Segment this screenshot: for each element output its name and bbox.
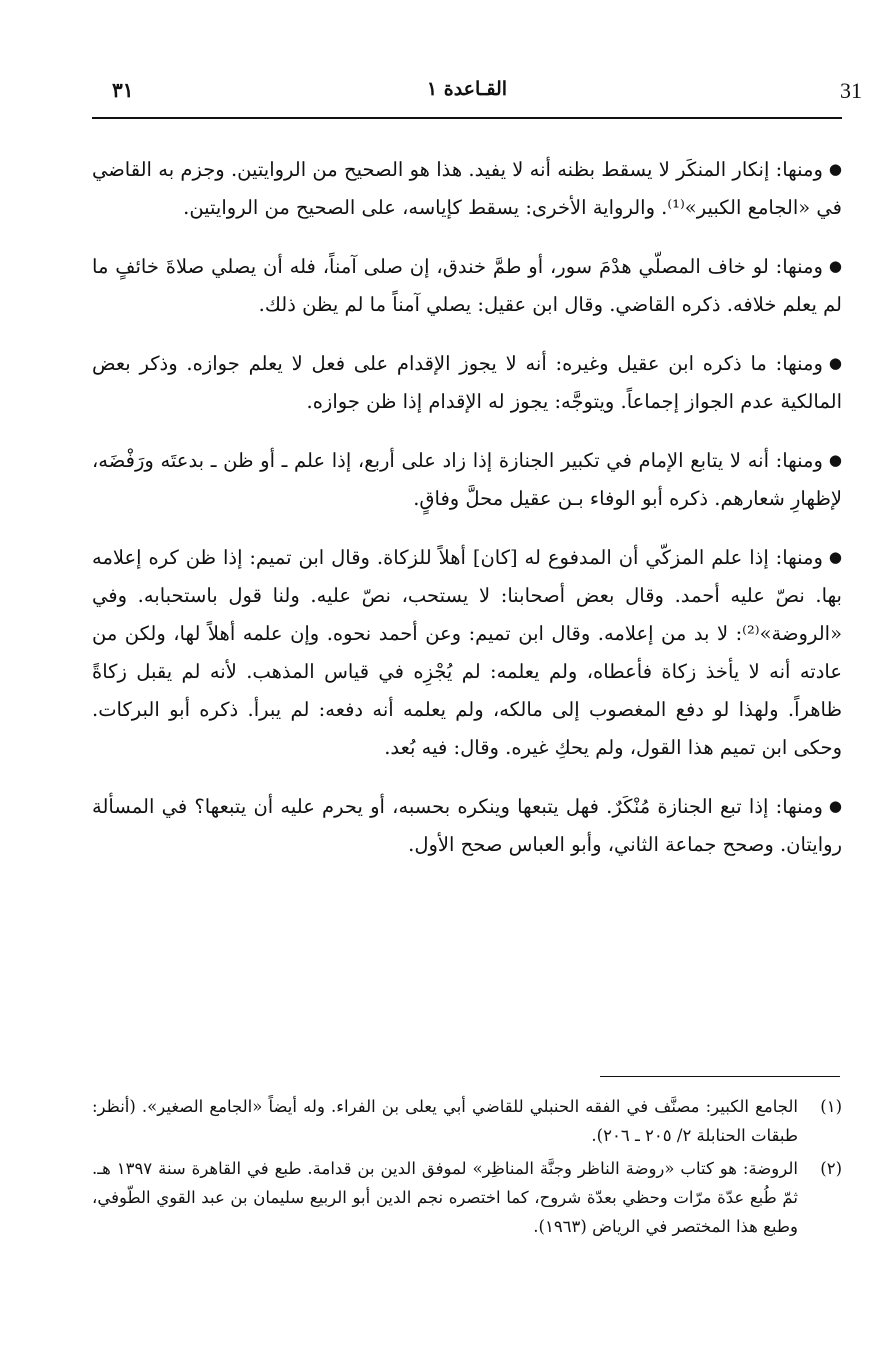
- footnote-number: (٢): [820, 1159, 842, 1178]
- footnotes: [92, 1092, 842, 1245]
- bullet-icon: ●: [828, 354, 842, 372]
- footnote: [92, 1092, 842, 1150]
- bullet-icon: ●: [828, 257, 842, 275]
- paragraph-text: ومنها: إنكار المنكَر لا يسقط بظنه أنه لا يفيد. هذا هو الصحيح من الروايتين. وجزم به القاضي في «الجامع الكبير»⁽¹⁾. والرواية الأخرى: يسقط كإياسه، على الصحيح من الروايتين.: [92, 158, 842, 219]
- bullet-icon: ●: [828, 451, 842, 469]
- footnote-rule: [600, 1076, 840, 1077]
- bullet-icon: ●: [828, 548, 842, 566]
- footnote-number: (١): [820, 1097, 842, 1116]
- paragraph-text: ومنها: إذا تبع الجنازة مُنْكَرٌ. فهل يتبعها وينكره بحسبه، أو يحرم عليه أن يتبعها؟ في المسألة روايتان. وصحح جماعة الثاني، وأبو العباس صحح الأول.: [92, 795, 842, 856]
- chapter-title: القـاعدة ١: [426, 78, 508, 100]
- paragraph: [92, 441, 842, 518]
- paragraph: [92, 787, 842, 864]
- footnote-text: الروضة: هو كتاب «روضة الناظر وجنَّة المناظِر» لموفق الدين بن قدامة. طبع في القاهرة سنة ١٣٩٧ هـ. ثمّ طُبع عدّة مرّات وحظي بعدّة شروح، كما اختصره نجم الدين أبو الربيع سليمان بن عبد القوي الطّوفي، وطبع هذا المختصر في الرياض (١٩٦٣).: [92, 1159, 798, 1236]
- page-number-arabic: ٣١: [112, 78, 134, 102]
- footnote: [92, 1154, 842, 1241]
- paragraph-text: ومنها: أنه لا يتابع الإمام في تكبير الجنازة إذا زاد على أربع، إذا علم ـ أو ظن ـ بدعتَه ورَفْضَه، لإظهارِ شعارهم. ذكره أبو الوفاء بـن عقيل محلَّ وفاقٍ.: [92, 449, 842, 510]
- page-header: [92, 78, 862, 112]
- paragraph: [92, 247, 842, 324]
- main-text: [92, 150, 842, 884]
- paragraph-text: ومنها: لو خاف المصلّي هدْمَ سور، أو طمَّ خندق، إن صلى آمناً، فله أن يصلي صلاةَ خائفٍ ما لم يعلم خلافه. ذكره القاضي. وقال ابن عقيل: يصلي آمناً ما لم يظن ذلك.: [92, 255, 842, 316]
- paragraph-text: ومنها: ما ذكره ابن عقيل وغيره: أنه لا يجوز الإقدام على فعل لا يعلم جوازه. وذكر بعض المالكية عدم الجواز إجماعاً. ويتوجَّه: يجوز له الإقدام إذا ظن جوازه.: [92, 352, 842, 413]
- paragraph: [92, 150, 842, 227]
- footnote-text: الجامع الكبير: مصنَّف في الفقه الحنبلي للقاضي أبي يعلى بن الفراء. وله أيضاً «الجامع الصغير». (أنظر: طبقات الحنابلة ٢/ ٢٠٥ ـ ٢٠٦).: [92, 1097, 798, 1145]
- bullet-icon: ●: [828, 160, 842, 178]
- header-rule: [92, 117, 842, 119]
- page-number-latin: 31: [840, 78, 862, 103]
- bullet-icon: ●: [828, 797, 842, 815]
- paragraph: [92, 344, 842, 421]
- paragraph: [92, 538, 842, 767]
- paragraph-text: ومنها: إذا علم المزكّي أن المدفوع له [كان] أهلاً للزكاة. وقال ابن تميم: إذا ظن كره إعلامه بها. نصّ عليه أحمد. وقال بعض أصحابنا: لا يستحب، نصّ عليه. ولنا قول باستحبابه. وفي «الروضة»⁽²⁾: لا بد من إعلامه. وقال ابن تميم: وعن أحمد نحوه. وإن علمه أهلاً لها، ولكن من عادته أنه لا يأخذ زكاة فأعطاه، ولم يعلمه: لم يُجْزِه في قياس المذهب. لأنه لم يقبل زكاةً ظاهراً. ولهذا لو دفع المغصوب إلى مالكه، ولم يعلمه أنه دفعه: لم يبرأ. ذكره أبو البركات. وحكى ابن تميم هذا القول، ولم يحكِ غيره. وقال: فيه بُعد.: [92, 546, 842, 759]
